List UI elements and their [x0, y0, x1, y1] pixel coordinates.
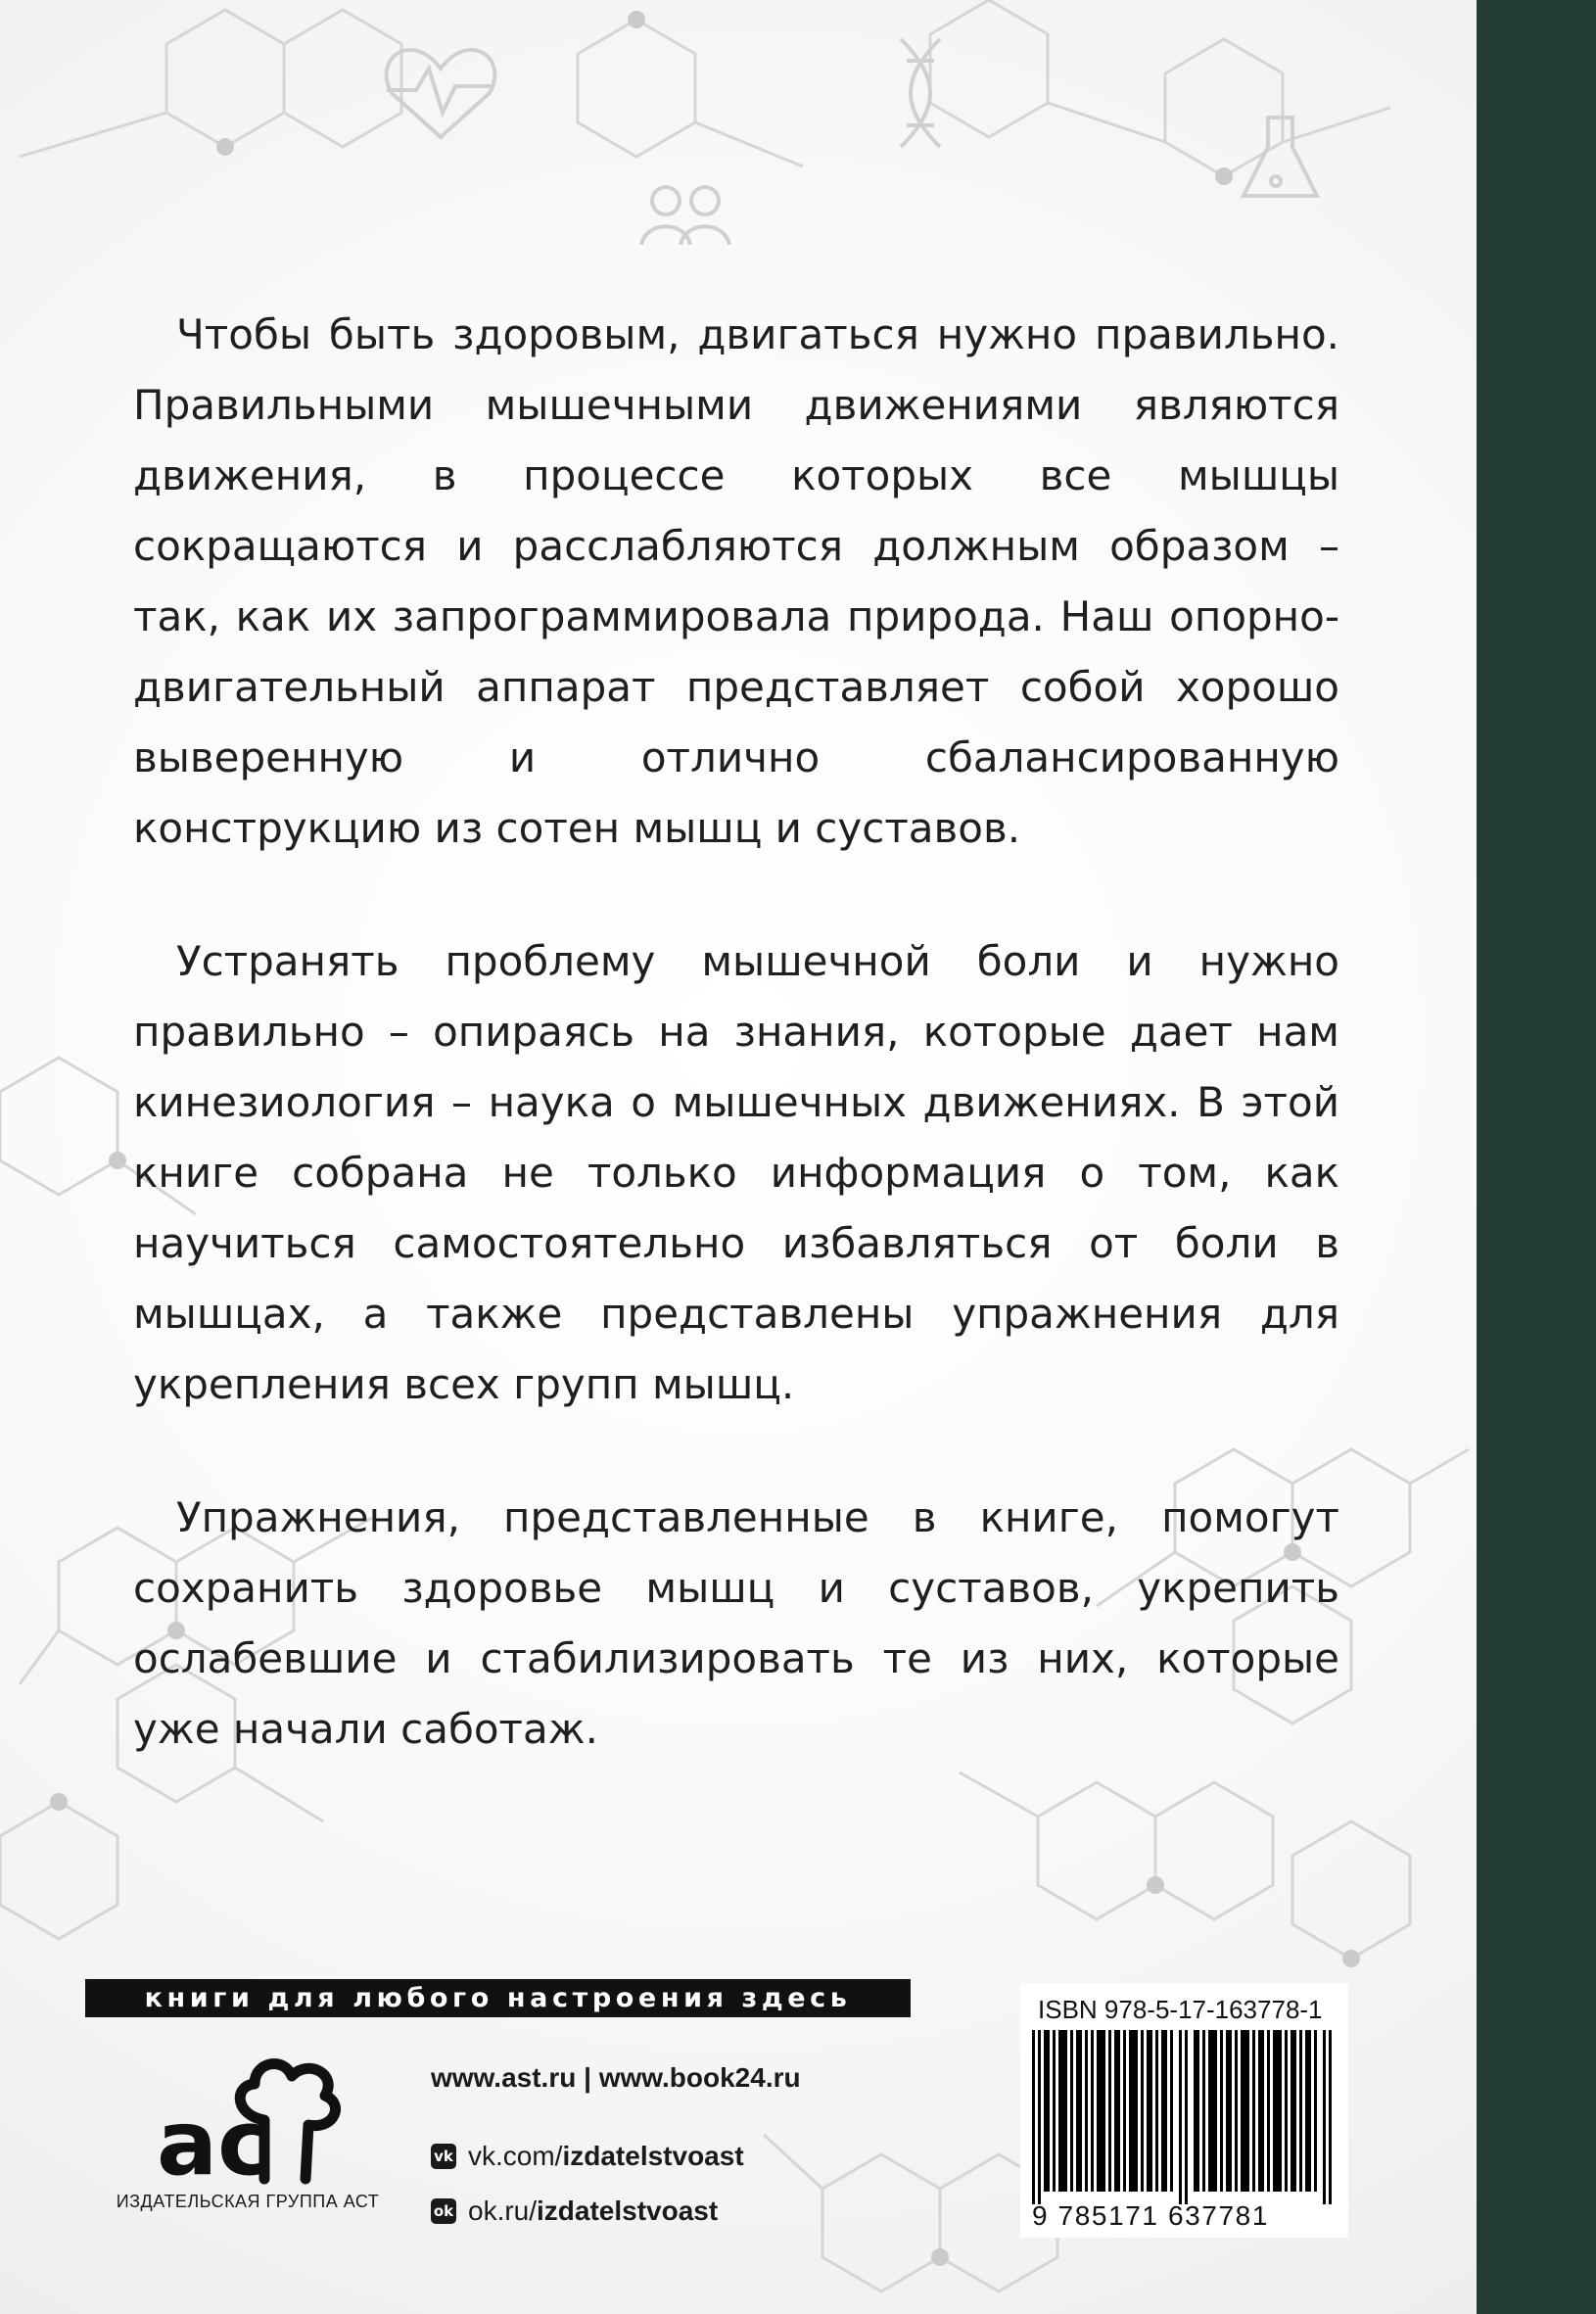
- vk-link-prefix: vk.com/: [468, 2141, 563, 2171]
- website-links[interactable]: www.ast.ru | www.book24.ru: [431, 2062, 801, 2093]
- vk-link[interactable]: [431, 2137, 801, 2176]
- vk-link-handle: izdatelstvoast: [562, 2141, 744, 2171]
- tagline-banner: книги для любого настроения здесь: [85, 1979, 911, 2017]
- barcode-digits: 9 785171 637781: [1032, 2200, 1269, 2231]
- description-text: [133, 300, 1339, 1827]
- ok-link-handle: izdatelstvoast: [537, 2196, 719, 2226]
- ast-logo: [117, 2047, 362, 2194]
- barcode-bars: [1032, 2030, 1340, 2204]
- description-paragraph-2: Устранять проблему мышечной боли и нужно правильно – опираясь на знания, которые дает нам кинезиология – наука о мышечных движениях. В этой книге собрана не только информация о том, как научиться самостоятельно избавляться от боли в мышцах, а также представлены упражнения для укрепления всех групп мышц.: [133, 937, 1339, 1408]
- doctors-icon: [641, 187, 729, 245]
- logo-text: ас: [157, 2091, 271, 2194]
- ok-link-prefix: ok.ru/: [468, 2196, 538, 2226]
- flask-icon: [1244, 118, 1317, 196]
- dna-icon: [901, 39, 940, 147]
- publisher-name: ИЗДАТЕЛЬСКАЯ ГРУППА АСТ: [116, 2192, 380, 2211]
- ok-icon: ok: [431, 2198, 456, 2224]
- description-paragraph-3: Упражнения, представленные в книге, помогут сохранить здоровье мышц и суставов, укрепить ослабевшие и стабилизировать те из них, которые уже начали саботаж.: [133, 1493, 1339, 1753]
- description-paragraph-1: Чтобы быть здоровым, двигаться нужно правильно. Правильными мышечными движениями являются движения, в процессе которых все мышцы сокращаются и расслабляются должным образом – так, как их запрограммировала природа. Наш опорно-двигательный аппарат представляет собой хорошо выверенную и отлично сбалансированную конструкцию из сотен мышц и суставов.: [133, 310, 1339, 852]
- vk-icon: vk: [431, 2144, 456, 2169]
- ok-link[interactable]: [431, 2192, 801, 2231]
- publisher-links: [431, 2058, 801, 2246]
- isbn-barcode: [1020, 1983, 1348, 2238]
- isbn-label: ISBN 978-5-17-163778-1: [1038, 1995, 1323, 2024]
- spine-strip: [1477, 0, 1596, 2314]
